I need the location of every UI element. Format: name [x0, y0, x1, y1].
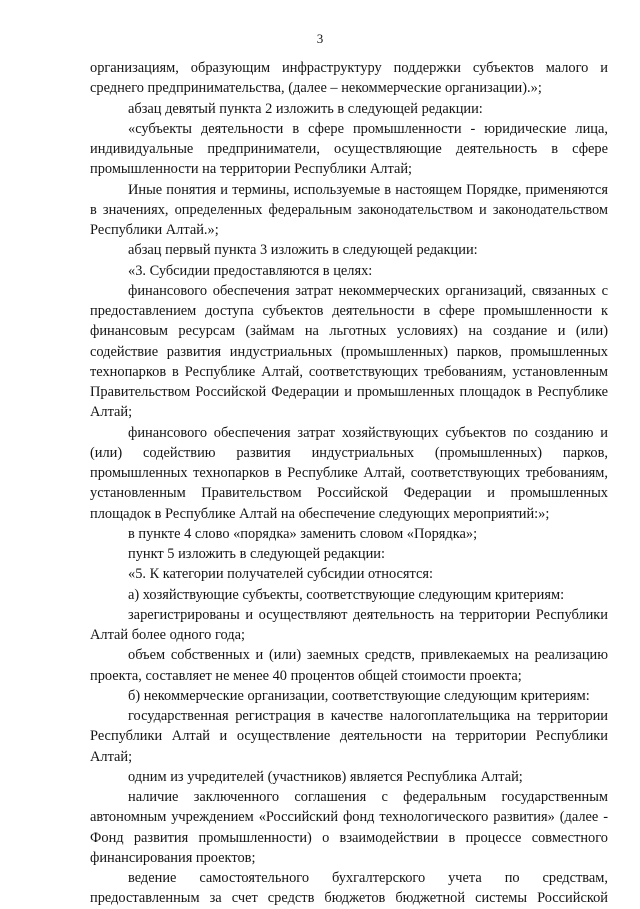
document-paragraph: финансового обеспечения затрат хозяйствующих субъектов по созданию и (или) содействию развития индустриальных (промышленных) парков, промышленных технопарков в Республике Алтай, соответствующих требованиям, установленным Правительством Российской Федерации и промышленных площадок в Республике Алтай на обеспечение следующих мероприятий:»; [90, 424, 608, 522]
page-number: 3 [316, 31, 324, 46]
document-paragraph: в пункте 4 слово «порядка» заменить словом «Порядка»; [128, 525, 478, 542]
document-paragraph: пункт 5 изложить в следующей редакции: [128, 546, 385, 562]
document-paragraph: б) некоммерческие организации, соответствующие следующим критериям: [128, 687, 590, 704]
document-paragraph: а) хозяйствующие субъекты, соответствующие следующим критериям: [128, 586, 565, 603]
document-body [90, 58, 608, 909]
document-paragraph: Иные понятия и термины, используемые в настоящем Порядке, применяются в значениях, определенных федеральным законодательством и законодательством Республики Алтай.»; [90, 181, 608, 238]
document-paragraph: «5. К категории получателей субсидии относятся: [128, 566, 434, 583]
document-paragraph: абзац первый пункта 3 изложить в следующей редакции: [128, 242, 478, 259]
document-paragraph: объем собственных и (или) заемных средств, привлекаемых на реализацию проекта, составляет не менее 40 процентов общей стоимости проекта; [90, 647, 608, 684]
document-paragraph: одним из учредителей (участников) является Республика Алтай; [128, 768, 523, 785]
document-paragraph: государственная регистрация в качестве налогоплательщика на территории Республики Алтай и осуществление деятельности на территории Республики Алтай; [90, 708, 608, 765]
document-paragraph: «субъекты деятельности в сфере промышленности - юридические лица, индивидуальные предприниматели, осуществляющие деятельность в сфере промышленности на территории Республики Алтай; [90, 120, 608, 178]
document-paragraph: наличие заключенного соглашения с федеральным государственным автономным учреждением «Российский фонд технологического развития» (далее - Фонд развития промышленности) о взаимодействии в процессе совместного финансирования проектов; [90, 789, 608, 866]
document-paragraph: абзац девятый пункта 2 изложить в следующей редакции: [128, 100, 483, 117]
document-paragraph: финансового обеспечения затрат некоммерческих организаций, связанных с предоставлением доступа субъектов деятельности в сфере промышленности к финансовым ресурсам (займам на льготных условиях) на создание и (или) содействие развития индустриальных (промышленных) парков, промышленных технопарков в Республике Алтай, соответствующих требованиям, установленным Правительством Российской Федерации и промышленных площадок в Республике Алтай; [90, 282, 608, 421]
document-paragraph: «3. Субсидии предоставляются в целях: [128, 262, 373, 279]
document-paragraph: организациям, образующим инфраструктуру поддержки субъектов малого и среднего предпринимательства, (далее – некоммерческие организации).»; [90, 60, 608, 97]
document-paragraph: ведение самостоятельного бухгалтерского учета по средствам, предоставленным за счет средств бюджетов бюджетной системы Российской [90, 870, 608, 907]
document-paragraph: зарегистрированы и осуществляют деятельность на территории Республики Алтай более одного года; [90, 606, 608, 643]
